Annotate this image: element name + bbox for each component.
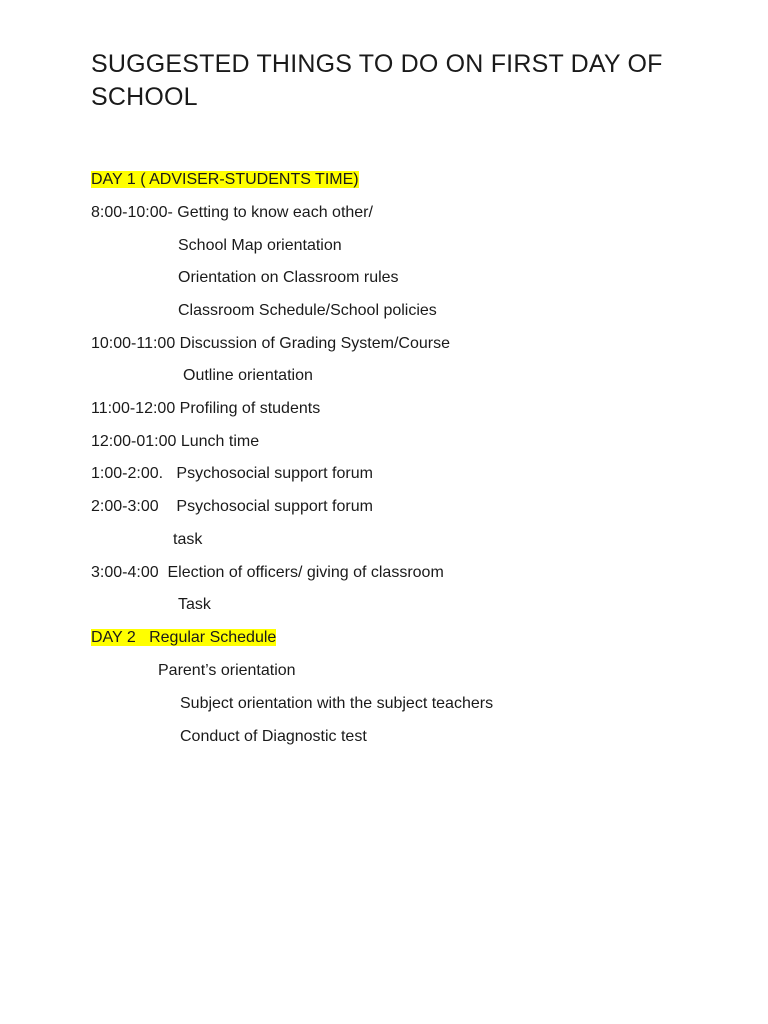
schedule-line: task bbox=[173, 531, 203, 548]
schedule-line: Conduct of Diagnostic test bbox=[180, 728, 367, 745]
schedule-line: Orientation on Classroom rules bbox=[178, 269, 399, 286]
schedule-line: 1:00-2:00. Psychosocial support forum bbox=[91, 465, 373, 482]
schedule-line: 2:00-3:00 Psychosocial support forum bbox=[91, 498, 373, 515]
schedule-line: 8:00-10:00- Getting to know each other/ bbox=[91, 204, 373, 221]
schedule-line: Classroom Schedule/School policies bbox=[178, 302, 437, 319]
schedule-line: Subject orientation with the subject teachers bbox=[180, 695, 494, 712]
schedule-line: Outline orientation bbox=[183, 367, 313, 384]
schedule-line: Task bbox=[178, 596, 211, 613]
day1-heading bbox=[91, 170, 359, 190]
day2-heading bbox=[91, 628, 276, 648]
schedule-line: School Map orientation bbox=[178, 237, 342, 254]
day2-heading-text: DAY 2 Regular Schedule bbox=[91, 629, 277, 646]
schedule-line: 11:00-12:00 Profiling of students bbox=[91, 400, 321, 417]
schedule-line: 12:00-01:00 Lunch time bbox=[91, 433, 260, 450]
schedule-line: 10:00-11:00 Discussion of Grading System/Course bbox=[91, 335, 450, 352]
schedule-line: Parent’s orientation bbox=[158, 662, 296, 679]
day1-heading-text: DAY 1 ( ADVISER-STUDENTS TIME) bbox=[91, 171, 359, 188]
schedule-line: 3:00-4:00 Election of officers/ giving of classroom bbox=[91, 564, 444, 581]
document-title: SUGGESTED THINGS TO DO ON FIRST DAY OF SCHOOL bbox=[91, 50, 663, 111]
